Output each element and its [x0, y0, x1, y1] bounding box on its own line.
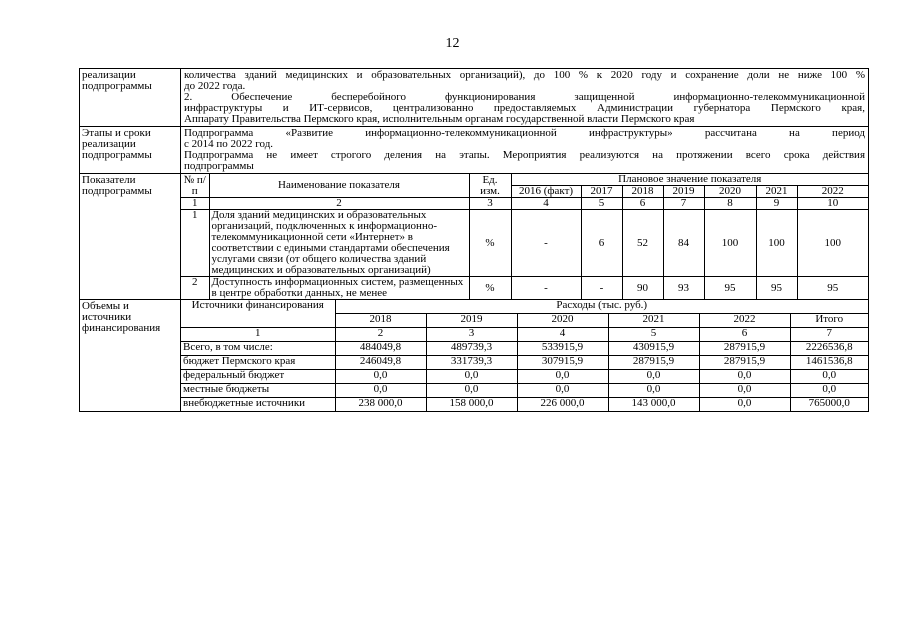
stages-line: Подпрограмма не имеет строгого деления на этапы. Мероприятия реализуются на протяжении всего срока действия: [184, 149, 865, 161]
indicator-unit: %: [469, 277, 511, 300]
indicator-value: -: [511, 277, 581, 300]
financing-value: 0,0: [335, 370, 426, 384]
indicators-year-header: 2018: [622, 186, 663, 198]
stages-label: Этапы и сроки реализации подпрограммы: [80, 127, 181, 174]
realization-label: реализации подпрограммы: [80, 69, 181, 127]
financing-value: 484049,8: [335, 342, 426, 356]
financing-value: 0,0: [608, 384, 699, 398]
col-number: 3: [469, 198, 511, 210]
indicators-table: [181, 174, 868, 299]
indicator-value: 6: [581, 210, 622, 277]
financing-value: 533915,9: [517, 342, 608, 356]
financing-value: 0,0: [517, 370, 608, 384]
financing-value: 0,0: [608, 370, 699, 384]
col-number: 2: [209, 198, 469, 210]
financing-value: 0,0: [426, 384, 517, 398]
financing-value: 0,0: [790, 370, 868, 384]
financing-year-header: 2018: [335, 314, 426, 328]
financing-value: 430915,9: [608, 342, 699, 356]
indicators-year-header: 2021: [756, 186, 797, 198]
financing-value: 238 000,0: [335, 398, 426, 412]
financing-value: 331739,3: [426, 356, 517, 370]
col-number: 6: [699, 328, 790, 342]
financing-value: 0,0: [790, 384, 868, 398]
financing-value: 287915,9: [608, 356, 699, 370]
col-number: 5: [581, 198, 622, 210]
indicator-value: 100: [756, 210, 797, 277]
financing-value: 0,0: [699, 384, 790, 398]
col-number: 7: [663, 198, 704, 210]
col-number: 8: [704, 198, 756, 210]
indicators-unit-header: Ед. изм.: [469, 174, 511, 198]
realization-line: Аппарату Правительства Пермского края, исполнительным органам государственной власти Пермского края: [184, 113, 695, 125]
financing-value: 0,0: [335, 384, 426, 398]
indicator-unit: %: [469, 210, 511, 277]
financing-data-row: [181, 384, 868, 398]
realization-line: 2. Обеспечение бесперебойного функционирования защищенной информационно-телекоммуникационной: [184, 91, 865, 103]
financing-value: 226 000,0: [517, 398, 608, 412]
realization-row: [80, 69, 869, 127]
realization-text: [181, 69, 869, 127]
financing-year-header: 2021: [608, 314, 699, 328]
indicator-value: -: [511, 210, 581, 277]
indicator-num: 1: [181, 210, 209, 277]
realization-line: до 2022 года.: [184, 80, 246, 92]
indicator-value: 95: [797, 277, 868, 300]
col-number: 6: [622, 198, 663, 210]
financing-expenses-header: Расходы (тыс. руб.): [335, 300, 868, 314]
realization-line: инфраструктуры и ИТ-сервисов, централизованно предоставляемых Администрации губернатора Пермского края,: [184, 102, 865, 114]
financing-source-name: бюджет Пермского края: [181, 356, 335, 370]
indicators-num-header: № п/п: [181, 174, 209, 198]
col-number: 7: [790, 328, 868, 342]
indicator-value: 100: [704, 210, 756, 277]
indicator-value: 95: [704, 277, 756, 300]
indicators-cell: [181, 174, 869, 300]
financing-data-row: [181, 398, 868, 412]
page-number: 12: [445, 36, 460, 51]
col-number: 9: [756, 198, 797, 210]
stages-line: с 2014 по 2022 год.: [184, 138, 274, 150]
indicators-name-header: Наименование показателя: [209, 174, 469, 198]
financing-year-header: 2020: [517, 314, 608, 328]
financing-data-row: [181, 342, 868, 356]
indicator-num: 2: [181, 277, 209, 300]
col-number: 1: [181, 198, 209, 210]
financing-source-name: федеральный бюджет: [181, 370, 335, 384]
indicator-value: 100: [797, 210, 868, 277]
financing-col-numbers: [181, 328, 868, 342]
financing-year-header: Итого: [790, 314, 868, 328]
indicators-plan-header: Плановое значение показателя: [511, 174, 868, 186]
indicator-value: 84: [663, 210, 704, 277]
financing-year-header: 2022: [699, 314, 790, 328]
indicator-name: Доля зданий медицинских и образовательных организаций, подключенных к информационно-телекоммуникационной сети «Интернет» в соответствии с едиными стандартами обеспечения услугами связи (от общего количества зданий медицинских и образовательных организаций): [209, 210, 469, 277]
financing-value: 0,0: [699, 398, 790, 412]
col-number: 4: [517, 328, 608, 342]
col-number: 10: [797, 198, 868, 210]
financing-value: 0,0: [699, 370, 790, 384]
indicators-col-numbers: [181, 198, 868, 210]
indicators-year-header: 2019: [663, 186, 704, 198]
col-number: 3: [426, 328, 517, 342]
stages-row: [80, 127, 869, 174]
financing-value: 489739,3: [426, 342, 517, 356]
indicators-label: Показатели подпрограммы: [80, 174, 181, 300]
indicator-row: [181, 277, 868, 300]
col-number: 1: [181, 328, 335, 342]
financing-data-row: [181, 370, 868, 384]
financing-value: 2226536,8: [790, 342, 868, 356]
financing-value: 143 000,0: [608, 398, 699, 412]
indicators-year-header: 2017: [581, 186, 622, 198]
financing-value: 287915,9: [699, 342, 790, 356]
financing-value: 158 000,0: [426, 398, 517, 412]
indicator-row: [181, 210, 868, 277]
indicator-value: -: [581, 277, 622, 300]
col-number: 2: [335, 328, 426, 342]
indicator-value: 90: [622, 277, 663, 300]
financing-value: 0,0: [517, 384, 608, 398]
financing-row: [80, 300, 869, 412]
indicator-value: 52: [622, 210, 663, 277]
financing-source-name: Всего, в том числе:: [181, 342, 335, 356]
financing-year-header: 2019: [426, 314, 517, 328]
indicator-value: 93: [663, 277, 704, 300]
financing-value: 0,0: [426, 370, 517, 384]
indicator-name: Доступность информационных систем, размещенных в центре обработки данных, не менее: [209, 277, 469, 300]
financing-value: 307915,9: [517, 356, 608, 370]
indicators-row: [80, 174, 869, 300]
financing-source-name: внебюджетные источники: [181, 398, 335, 412]
financing-value: 246049,8: [335, 356, 426, 370]
financing-source-name: местные бюджеты: [181, 384, 335, 398]
indicators-year-header: 2020: [704, 186, 756, 198]
indicators-year-header: 2022: [797, 186, 868, 198]
financing-value: 765000,0: [790, 398, 868, 412]
indicators-year-header: 2016 (факт): [511, 186, 581, 198]
col-number: 5: [608, 328, 699, 342]
realization-line: количества зданий медицинских и образовательных организаций), до 100 % к 2020 году и сохранение доли не ниже 100 %: [184, 69, 865, 81]
indicator-value: 95: [756, 277, 797, 300]
financing-table: [181, 300, 868, 411]
financing-cell: [181, 300, 869, 412]
stages-line: Подпрограмма «Развитие информационно-телекоммуникационной инфраструктуры» рассчитана на период: [184, 127, 865, 139]
stages-line: подпрограммы: [184, 160, 254, 172]
financing-value: 1461536,8: [790, 356, 868, 370]
col-number: 4: [511, 198, 581, 210]
stages-text: [181, 127, 869, 174]
financing-data-row: [181, 356, 868, 370]
financing-label: Объемы и источники финансирования: [80, 300, 181, 412]
financing-sources-header: Источники финансирования: [181, 300, 335, 328]
subprogram-passport-table: [79, 68, 869, 412]
financing-value: 287915,9: [699, 356, 790, 370]
